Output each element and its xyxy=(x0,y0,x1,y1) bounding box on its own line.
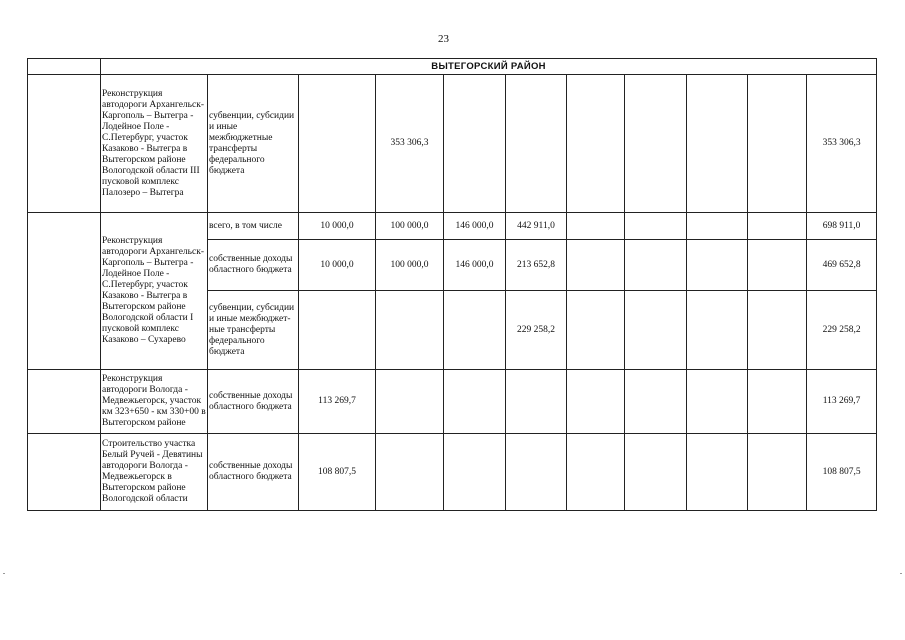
table-cell xyxy=(625,240,687,291)
table-cell xyxy=(567,75,625,213)
table-cell xyxy=(567,291,625,370)
region-row xyxy=(28,59,877,75)
funding-source: собственные доходы областного бюджета xyxy=(208,434,299,511)
table-cell xyxy=(748,240,807,291)
year-4-value: 442 911,0 xyxy=(506,213,567,240)
table-cell xyxy=(625,213,687,240)
year-2-value xyxy=(376,291,444,370)
year-3-value: 146 000,0 xyxy=(444,213,506,240)
table-cell xyxy=(28,59,101,75)
table-cell xyxy=(625,75,687,213)
funding-source: субвенции, субсидии и иные межбюджетные трансферты федерального бюджета xyxy=(208,75,299,213)
table-row xyxy=(28,434,877,511)
page-number: 23 xyxy=(438,33,449,45)
table-cell xyxy=(625,434,687,511)
table-cell xyxy=(748,213,807,240)
table-cell xyxy=(687,370,748,434)
table-cell xyxy=(687,75,748,213)
year-3-value xyxy=(444,75,506,213)
scan-artifact xyxy=(900,573,902,574)
total-value: 113 269,7 xyxy=(807,370,877,434)
year-4-value: 213 652,8 xyxy=(506,240,567,291)
year-3-value xyxy=(444,291,506,370)
total-value: 353 306,3 xyxy=(807,75,877,213)
table-cell xyxy=(625,370,687,434)
total-value: 108 807,5 xyxy=(807,434,877,511)
year-3-value xyxy=(444,434,506,511)
table-cell xyxy=(687,434,748,511)
table-cell xyxy=(28,370,101,434)
year-4-value: 229 258,2 xyxy=(506,291,567,370)
funding-source: всего, в том числе xyxy=(208,213,299,240)
table-cell xyxy=(28,213,101,370)
object-name: Строительство участка Белый Ручей - Девятины автодороги Вологда - Медвежьегорск в Вытегорском районе Вологодской области xyxy=(101,434,208,511)
year-1-value: 113 269,7 xyxy=(299,370,376,434)
table-cell xyxy=(748,370,807,434)
table-cell xyxy=(687,291,748,370)
table-cell xyxy=(687,240,748,291)
year-4-value xyxy=(506,434,567,511)
budget-table xyxy=(27,58,877,511)
table-cell xyxy=(748,75,807,213)
year-4-value xyxy=(506,370,567,434)
year-4-value xyxy=(506,75,567,213)
table-cell xyxy=(567,434,625,511)
year-2-value xyxy=(376,370,444,434)
year-2-value xyxy=(376,434,444,511)
scan-artifact xyxy=(3,573,5,574)
year-1-value: 108 807,5 xyxy=(299,434,376,511)
table-cell xyxy=(567,213,625,240)
funding-source: собственные доходы областного бюджета xyxy=(208,370,299,434)
total-value: 469 652,8 xyxy=(807,240,877,291)
year-1-value: 10 000,0 xyxy=(299,213,376,240)
table-row xyxy=(28,370,877,434)
table-cell xyxy=(28,434,101,511)
table-cell xyxy=(748,434,807,511)
year-1-value: 10 000,0 xyxy=(299,240,376,291)
table-cell xyxy=(748,291,807,370)
table-cell xyxy=(28,75,101,213)
object-name: Реконструкция автодороги Архангельск-Каргополь – Вытегра - Лодейное Поле - С.Петербург, участок Казаково - Вытегра в Вытегорском районе Вологодской области III пусковой комплекс Палозеро – Вытегра xyxy=(101,75,208,213)
year-2-value: 353 306,3 xyxy=(376,75,444,213)
table-cell xyxy=(625,291,687,370)
region-title: ВЫТЕГОРСКИЙ РАЙОН xyxy=(101,59,877,75)
object-name: Реконструкция автодороги Вологда - Медвежьегорск, участок км 323+650 - км 330+00 в Вытегорском районе xyxy=(101,370,208,434)
table-row xyxy=(28,75,877,213)
total-value: 698 911,0 xyxy=(807,213,877,240)
year-2-value: 100 000,0 xyxy=(376,240,444,291)
year-1-value xyxy=(299,291,376,370)
table-row xyxy=(28,213,877,240)
funding-source: собственные доходы областного бюджета xyxy=(208,240,299,291)
table-cell xyxy=(567,370,625,434)
total-value: 229 258,2 xyxy=(807,291,877,370)
year-1-value xyxy=(299,75,376,213)
object-name: Реконструкция автодороги Архангельск-Каргополь – Вытегра - Лодейное Поле - С.Петербург, участок Казаково - Вытегра в Вытегорском районе Вологодской области I пусковой комплекс Казаково – Сухарево xyxy=(101,213,208,370)
funding-source: субвенции, субсидии и иные межбюджет-ные трансферты федерального бюджета xyxy=(208,291,299,370)
table-cell xyxy=(687,213,748,240)
year-3-value: 146 000,0 xyxy=(444,240,506,291)
year-3-value xyxy=(444,370,506,434)
table-cell xyxy=(567,240,625,291)
year-2-value: 100 000,0 xyxy=(376,213,444,240)
